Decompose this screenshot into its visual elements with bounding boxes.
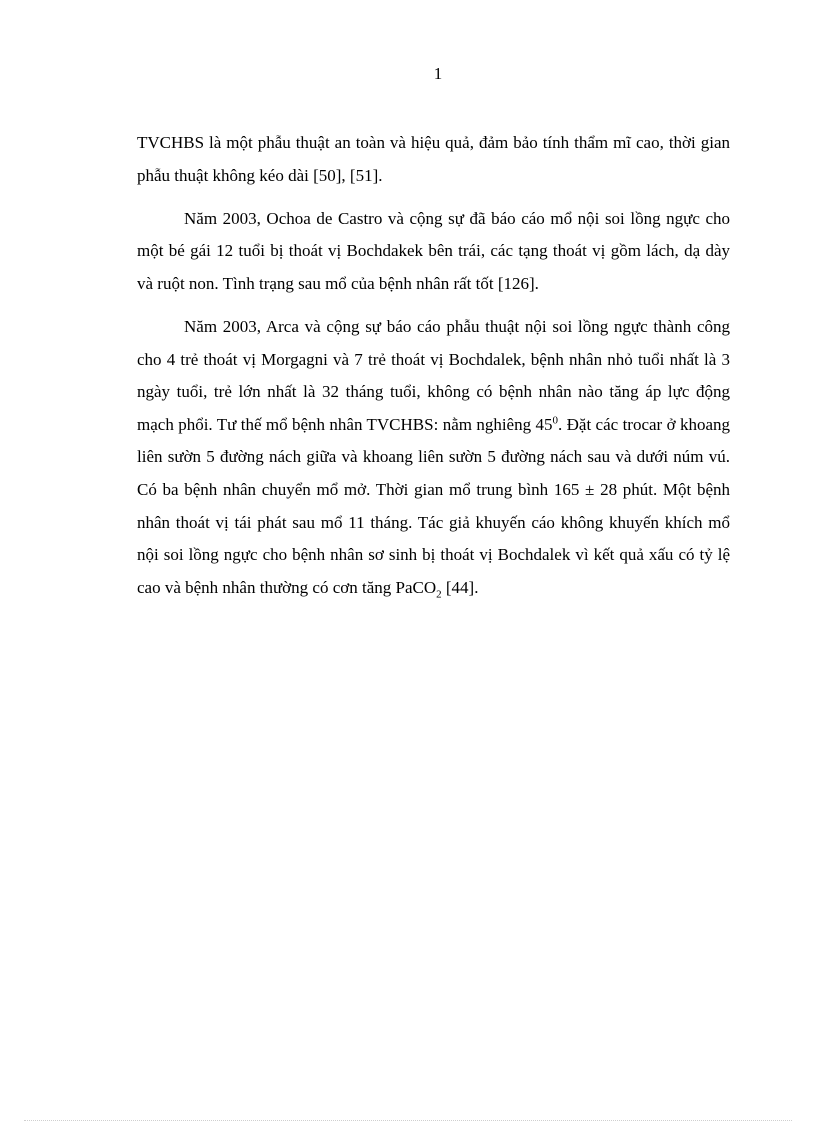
paragraph-3-text-a: Năm 2003, Arca và cộng sự báo cáo phẫu thuật nội soi lồng ngực thành công cho 4 trẻ thoát vị Morgagni và 7 trẻ thoát vị Bochdalek, bệnh nhân nhỏ tuổi nhất là 3 ngày tuổi, trẻ lớn nhất là 32 tháng tuổi, không có bệnh nhân nào tăng áp lực động mạch phổi. Tư thế mổ bệnh nhân TVCHBS: nằm nghiêng 45: [137, 316, 730, 434]
degree-superscript: 0: [552, 414, 558, 427]
co2-subscript: 2: [436, 588, 442, 601]
paragraph-2: Năm 2003, Ochoa de Castro và cộng sự đã báo cáo mổ nội soi lồng ngực cho một bé gái 12 tuổi bị thoát vị Bochdakek bên trái, các tạng thoát vị gồm lách, dạ dày và ruột non. Tình trạng sau mổ của bệnh nhân rất tốt [126].: [137, 208, 730, 293]
page-number: 1: [433, 64, 443, 83]
page-bottom-divider: [24, 1120, 792, 1121]
document-body: [137, 127, 730, 615]
paragraph-3-text-c: [44].: [441, 577, 479, 597]
paragraph-3: [137, 311, 730, 604]
paragraph-3-text-b: . Đặt các trocar ở khoang liên sườn 5 đường nách giữa và khoang liên sườn 5 đường nách sau và dưới núm vú. Có ba bệnh nhân chuyển mổ mở. Thời gian mổ trung bình 165 ± 28 phút. Một bệnh nhân thoát vị tái phát sau mổ 11 tháng. Tác giả khuyến cáo không khuyến khích mổ nội soi lồng ngực cho bệnh nhân sơ sinh bị thoát vị Bochdalek vì kết quả xấu có tỷ lệ cao và bệnh nhân thường có cơn tăng PaCO: [137, 414, 731, 597]
paragraph-1: TVCHBS là một phẫu thuật an toàn và hiệu quả, đảm bảo tính thẩm mĩ cao, thời gian phẫu thuật không kéo dài [50], [51].: [137, 133, 730, 185]
